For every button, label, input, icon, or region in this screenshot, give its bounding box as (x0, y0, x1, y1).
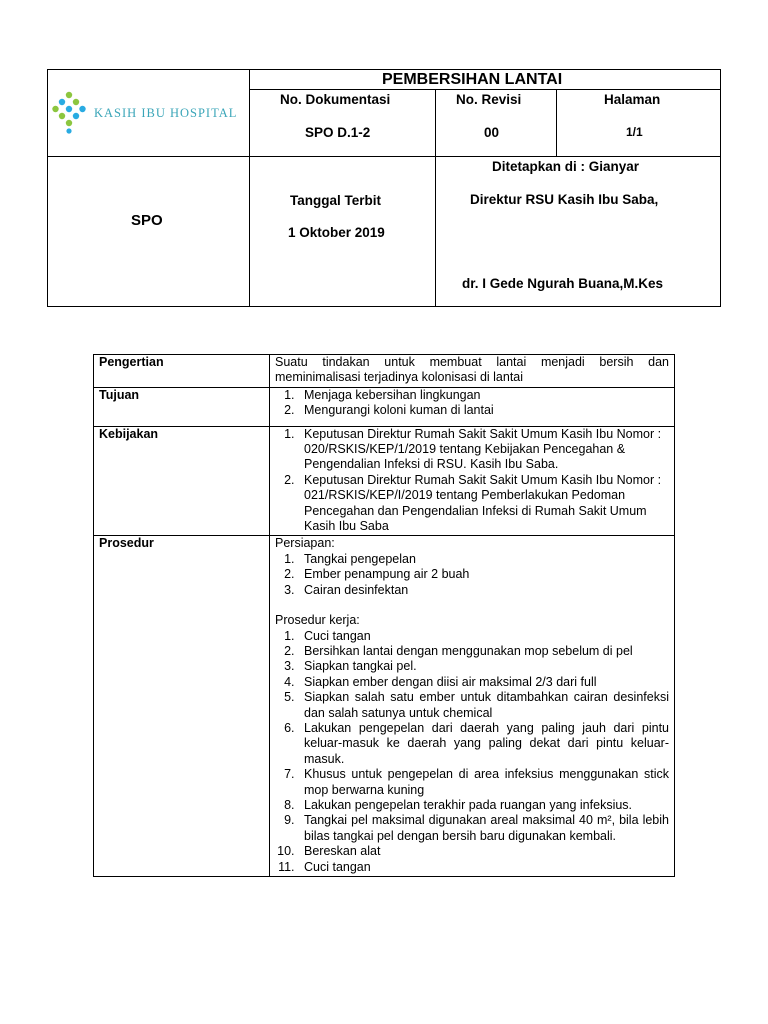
logo-text: KASIH IBU HOSPITAL (94, 106, 238, 120)
list-item: 8. Lakukan pengepelan terakhir pada ruangan yang infeksius. (298, 798, 669, 813)
procedure-table (93, 354, 675, 877)
issue-date-value: 1 Oktober 2019 (288, 225, 385, 240)
list-item: 6. Lakukan pengepelan dari daerah yang paling jauh dari pintu keluar-masuk ke daerah yang paling dekat dari pintu keluar-masuk. (298, 721, 669, 767)
logo-mark-icon (52, 90, 86, 136)
row-prosedur (94, 536, 675, 877)
list-item: 2. Keputusan Direktur Rumah Sakit Sakit Umum Kasih Ibu Nomor : 021/RSKIS/KEP/I/2019 tentang Pemberlakukan Pedoman Pencegahan dan Pengendalian Infeksi di Rumah Sakit Umum Kasih Ibu Saba (298, 473, 669, 535)
list-item: 2. Ember penampung air 2 buah (298, 567, 669, 582)
prosedur-label: Prosedur (94, 536, 270, 877)
director-title: Direktur RSU Kasih Ibu Saba, (470, 192, 659, 207)
row-pengertian (94, 355, 675, 388)
list-item: 2. Mengurangi koloni kuman di lantai (298, 403, 669, 418)
list-item: 11. Cuci tangan (298, 860, 669, 875)
preparation-heading: Persiapan: (275, 536, 335, 551)
issue-date-label: Tanggal Terbit (290, 193, 381, 208)
list-item: 4. Siapkan ember dengan diisi air maksimal 2/3 dari full (298, 675, 669, 690)
spo-label: SPO (131, 212, 163, 229)
list-item: 1. Keputusan Direktur Rumah Sakit Sakit Umum Kasih Ibu Nomor : 020/RSKIS/KEP/1/2019 tentang Kebijakan Pencegahan & Pengendalian Infeksi di RSU. Kasih Ibu Saba. (298, 427, 669, 473)
list-item: 3. Siapkan tangkai pel. (298, 659, 669, 674)
revision-value: 00 (484, 125, 500, 140)
doc-number-label: No. Dokumentasi (280, 92, 391, 107)
doc-number-value: SPO D.1-2 (305, 125, 371, 140)
kebijakan-list (275, 427, 669, 535)
list-item: 3. Cairan desinfektan (298, 583, 669, 598)
list-item: 10. Bereskan alat (298, 844, 669, 859)
revision-label: No. Revisi (456, 92, 522, 107)
list-item: 9. Tangkai pel maksimal digunakan areal maksimal 40 m², bila lebih bilas tangkai pel dengan bersih baru digunakan kembali. (298, 813, 669, 844)
document-title: PEMBERSIHAN LANTAI (382, 71, 563, 88)
kebijakan-label: Kebijakan (94, 426, 270, 536)
row-tujuan (94, 387, 675, 426)
director-name: dr. I Gede Ngurah Buana,M.Kes (462, 276, 664, 291)
pengertian-label: Pengertian (94, 355, 270, 388)
page-value: 1/1 (626, 125, 643, 139)
document-header (47, 69, 721, 307)
list-item: 1. Menjaga kebersihan lingkungan (298, 388, 669, 403)
list-item: 2. Bersihkan lantai dengan menggunakan mop sebelum di pel (298, 644, 669, 659)
row-kebijakan (94, 426, 675, 536)
tujuan-label: Tujuan (94, 387, 270, 426)
work-procedure-list (275, 629, 669, 876)
tujuan-list (275, 388, 669, 419)
work-procedure-heading: Prosedur kerja: (275, 613, 360, 628)
pengertian-text: Suatu tindakan untuk membuat lantai menjadi bersih dan meminimalisasi terjadinya kolonisasi di lantai (270, 355, 675, 388)
preparation-list (275, 552, 669, 598)
set-at-text: Ditetapkan di : Gianyar (492, 159, 640, 174)
list-item: 1. Tangkai pengepelan (298, 552, 669, 567)
hospital-logo (52, 90, 242, 136)
list-item: 1. Cuci tangan (298, 629, 669, 644)
list-item: 5. Siapkan salah satu ember untuk ditambahkan cairan desinfeksi dan salah satunya untuk chemical (298, 690, 669, 721)
list-item: 7. Khusus untuk pengepelan di area infeksius menggunakan stick mop berwarna kuning (298, 767, 669, 798)
page-label: Halaman (604, 92, 661, 107)
